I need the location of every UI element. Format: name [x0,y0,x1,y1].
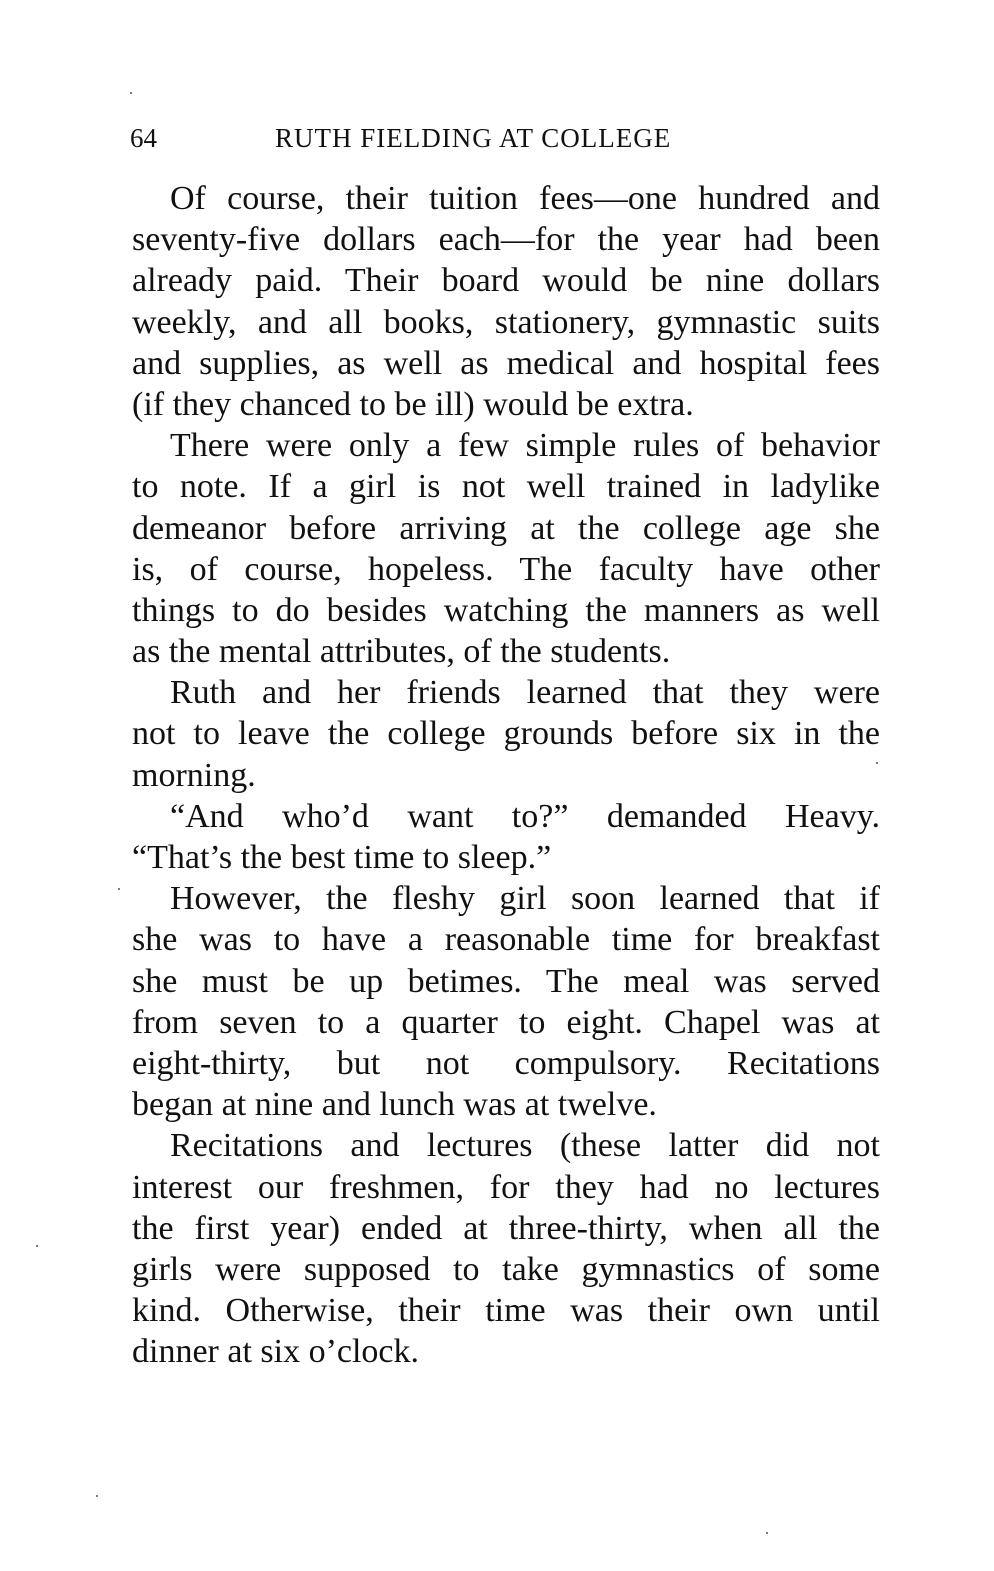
text-line: dinner at six o’clock. [132,1333,420,1371]
text-line: and supplies, as well as medical and hospital fees [132,344,880,382]
text-line: things to do besides watching the manners as well [132,591,880,629]
text-line: morning. [132,756,256,794]
text-line: demeanor before arriving at the college age she [132,509,880,547]
text-line: seventy-five dollars each—for the year had been [132,221,880,259]
paragraph [132,796,880,878]
text-line: Of course, their tuition fees—one hundred and [170,180,880,217]
running-head: RUTH FIELDING AT COLLEGE [275,123,672,153]
paragraph [132,672,880,796]
scan-speck [876,762,878,764]
text-line: already paid. Their board would be nine dollars [132,262,880,300]
text-line: eight-thirty, but not compulsory. Recitations [132,1044,880,1082]
text-line: weekly, and all books, stationery, gymnastic suits [132,303,880,341]
text-line: the first year) ended at three-thirty, when all the [132,1209,880,1247]
paragraph [132,878,880,1125]
text-line: from seven to a quarter to eight. Chapel was at [132,1003,880,1041]
paragraph [132,178,880,425]
body-text [132,178,880,1372]
text-line: is, of course, hopeless. The faculty have other [132,550,880,588]
scan-speck [36,1245,38,1247]
paragraph [132,1125,880,1372]
text-line: “And who’d want to?” demanded Heavy. [170,797,880,835]
text-line: girls were supposed to take gymnastics of some [132,1250,880,1288]
text-line: (if they chanced to be ill) would be extra. [132,385,694,423]
text-line: “That’s the best time to sleep.” [132,839,552,876]
text-line: as the mental attributes, of the students. [132,633,671,671]
text-line: to note. If a girl is not well trained in ladylike [132,468,880,506]
text-line: she was to have a reasonable time for breakfast [132,921,880,959]
page-header [130,118,880,158]
scan-speck [96,1495,98,1497]
text-line: began at nine and lunch was at twelve. [132,1086,657,1124]
text-line: interest our freshmen, for they had no lectures [132,1168,880,1206]
scan-speck [766,1532,768,1534]
text-line: Recitations and lectures (these latter did not [170,1127,880,1165]
paragraph [132,425,880,672]
text-line: Ruth and her friends learned that they were [170,674,880,712]
page-number: 64 [130,123,157,153]
scan-speck [118,888,120,890]
text-line: kind. Otherwise, their time was their own until [132,1292,880,1330]
text-line: she must be up betimes. The meal was served [132,962,880,1000]
text-line: not to leave the college grounds before six in the [132,715,880,753]
text-line: However, the fleshy girl soon learned that if [170,880,880,918]
scan-speck [130,92,132,94]
text-line: There were only a few simple rules of behavior [170,427,880,465]
